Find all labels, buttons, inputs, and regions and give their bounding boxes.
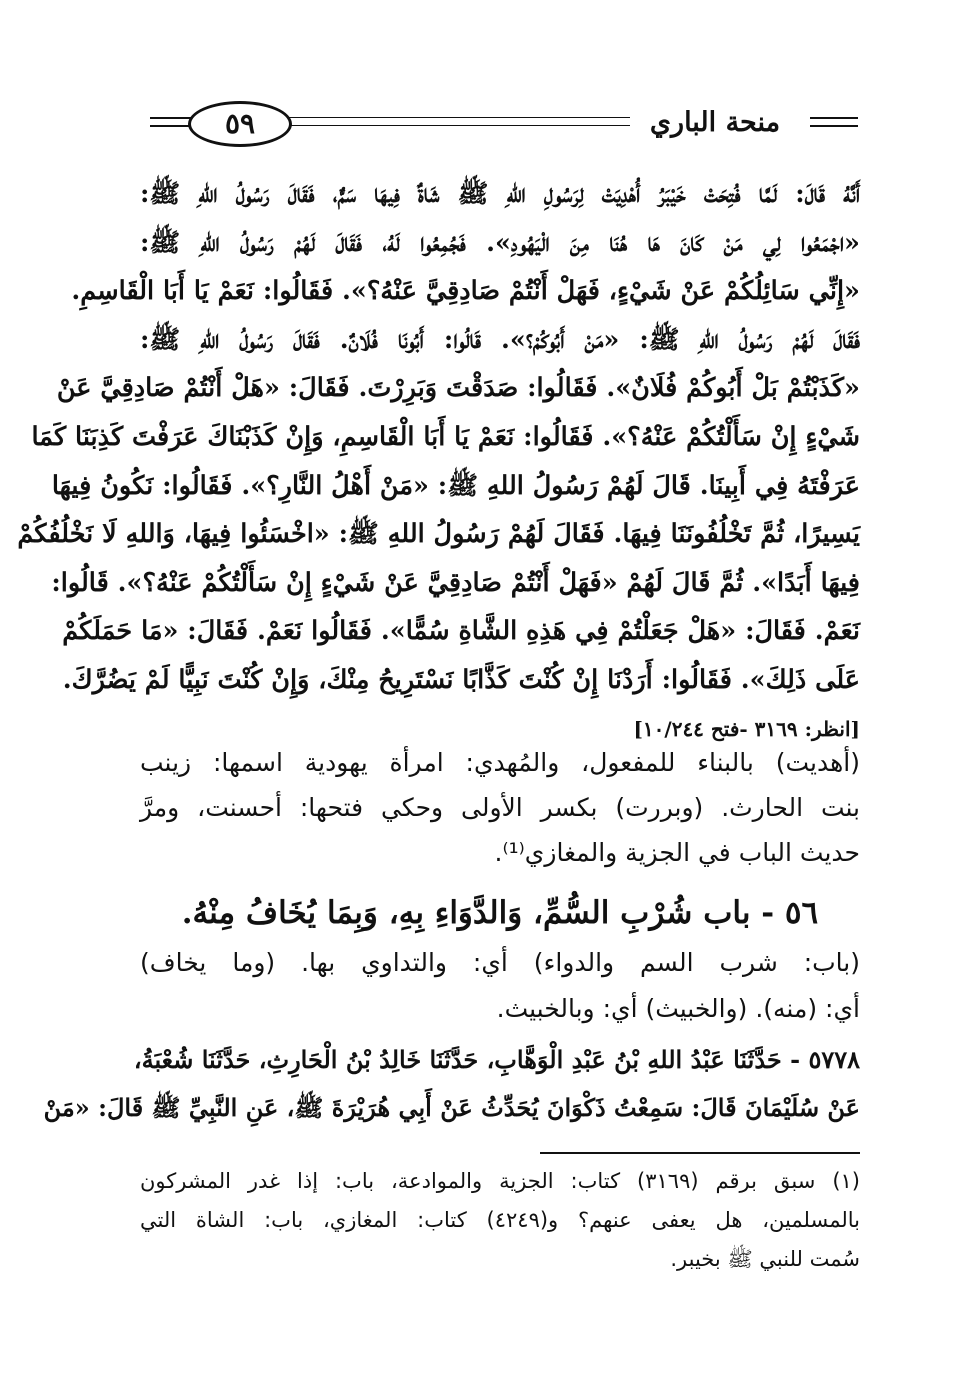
text-line: أي: (منه). (والخبيث) أي: وبالخبيث. — [496, 994, 860, 1023]
text-line: ٥٧٧٨ - حَدَّثَنَا عَبْدُ اللهِ بْنُ عَبْدِ الْوَهَّابِ، حَدَّثَنَا خَالِدُ بْنُ الْحَارِثِ، حَدَّثَنَا شُعْبَةُ، — [133, 1045, 860, 1074]
text-line: فِيهَا أَبَدًا». ثُمَّ قَالَ لَهُمْ «فَهَلْ أَنْتُمْ صَادِقِيَّ عَنْ شَيْءٍ إِنْ سَأَلْتُكُمْ عَنْهُ؟». قَالُوا: — [51, 567, 860, 598]
footnote-separator — [540, 1152, 860, 1154]
text-line: (١) سبق برقم (٣١٦٩) كتاب: الجزية والموادعة، باب: إذا غدر المشركون — [140, 1169, 860, 1193]
page-number: ٥٩ — [188, 101, 292, 147]
text-line: «إِنِّي سَائِلُكُمْ عَنْ شَيْءٍ، فَهَلْ أَنْتُمْ صَادِقِيَّ عَنْهُ؟». فَقَالُوا: نَعَمْ يَا أَبَا الْقَاسِمِ. — [71, 276, 860, 307]
hadith-5778 — [43, 1036, 860, 1132]
text-line: فَقَالَ لَهُمْ رَسُولُ اللهِ ﷺ: «مَنْ أَبُوكُمْ؟». قَالُوا: أَبُونَا فُلَانٌ. فَقَالَ رَسُولُ اللهِ ﷺ: — [140, 324, 860, 355]
text-line: (باب: شرب السم والدواء) أي: والتداوي بها. (وما يخاف) — [140, 948, 860, 977]
text-line: سُمت للنبي ﷺ بخيبر. — [670, 1247, 860, 1271]
text-line: بنت الحارث. (وبررت) بكسر الأولى وحكي فتحها: أحسنت، ومرَّ — [140, 793, 860, 822]
header-rule — [810, 117, 858, 119]
page-header — [140, 95, 860, 155]
hadith-text — [17, 170, 860, 753]
chapter-heading: ٥٦ - باب شُرْبِ السُّمِّ، وَالدَّوَاءِ بِهِ، وَبِمَا يُخَافُ مِنْهُ. — [181, 895, 819, 931]
text-line: «اجْمَعُوا لِي مَنْ كَانَ هَا هُنَا مِنَ الْيَهُودِ». فَجُمِعُوا لَهُ، فَقَالَ لَهُمْ رَسُولُ اللهِ ﷺ: — [140, 227, 860, 258]
commentary — [140, 740, 860, 875]
running-title: منحة الباري — [630, 107, 800, 138]
text-line: أَنَّهُ قَالَ: لَمَّا فُتِحَتْ خَيْبَرُ أُهْدِيَتْ لِرَسُولِ اللهِ ﷺ شَاةٌ فِيهَا سَمٌّ، فَقَالَ رَسُولُ اللهِ ﷺ: — [140, 179, 860, 209]
chapter-notes — [140, 940, 860, 1032]
text-line: عَنْ سُلَيْمَانَ قَالَ: سَمِعْتُ ذَكْوَانَ يُحَدِّثُ عَنْ أَبِي هُرَيْرَةَ ﷺ، عَنِ النَّبِيِّ ﷺ قَالَ: «مَنْ — [43, 1093, 860, 1122]
footnote — [140, 1162, 860, 1279]
header-rule — [810, 125, 858, 127]
text-line: يَسِيرًا، ثُمَّ تَخْلُفُونَنَا فِيهَا. فَقَالَ لَهُمْ رَسُولُ اللهِ ﷺ: «اخْسَئُوا فِيهَا، وَاللهِ لَا نَخْلُفُكُمْ — [17, 519, 860, 550]
text-line: «كَذَبْتُمْ بَلْ أَبُوكُمْ فُلَانٌ». فَقَالُوا: صَدَقْتَ وَبَرِرْتَ. فَقَالَ: «هَلْ أَنْتُمْ صَادِقِيَّ عَنْ — [56, 373, 860, 404]
text-line: حديث الباب في الجزية والمغازي⁽¹⁾. — [494, 838, 860, 867]
text-line: بالمسلمين، هل يعفى عنهم؟ و(٤٢٤٩) كتاب: المغازي، باب: الشاة التي — [140, 1208, 860, 1232]
text-line: عَلَى ذَلِكَ». فَقَالُوا: أَرَدْنَا إِنْ كُنْتَ كَذَّابًا نَسْتَرِيحُ مِنْكَ، وَإِنْ كُنْتَ نَبِيًّا لَمْ يَضُرَّكَ. — [62, 664, 860, 695]
text-line: شَيْءٍ إِنْ سَأَلْتُكُمْ عَنْهُ؟». فَقَالُوا: نَعَمْ يَا أَبَا الْقَاسِمِ، وَإِنْ كَذَبْنَاكَ عَرَفْتَ كَذِبَنَا كَمَا — [31, 421, 860, 452]
text-line: عَرَفْتَهُ فِي أَبِينَا. قَالَ لَهُمْ رَسُولُ اللهِ ﷺ: «مَنْ أَهْلُ النَّارِ؟». فَقَالُوا: نَكُونُ فِيهَا — [51, 470, 860, 501]
cross-reference: [انظر: ٣١٦٩ -فتح ١٠/٢٤٤] — [633, 716, 860, 741]
text-line: نَعَمْ. فَقَالَ: «هَلْ جَعَلْتُمْ فِي هَذِهِ الشَّاةِ سُمًّا». فَقَالُوا نَعَمْ. فَقَالَ: «مَا حَمَلَكُمْ — [62, 616, 860, 647]
text-line: (أهديت) بالبناء للمفعول، والمُهدي: امرأة يهودية اسمها: زينب — [140, 748, 860, 777]
